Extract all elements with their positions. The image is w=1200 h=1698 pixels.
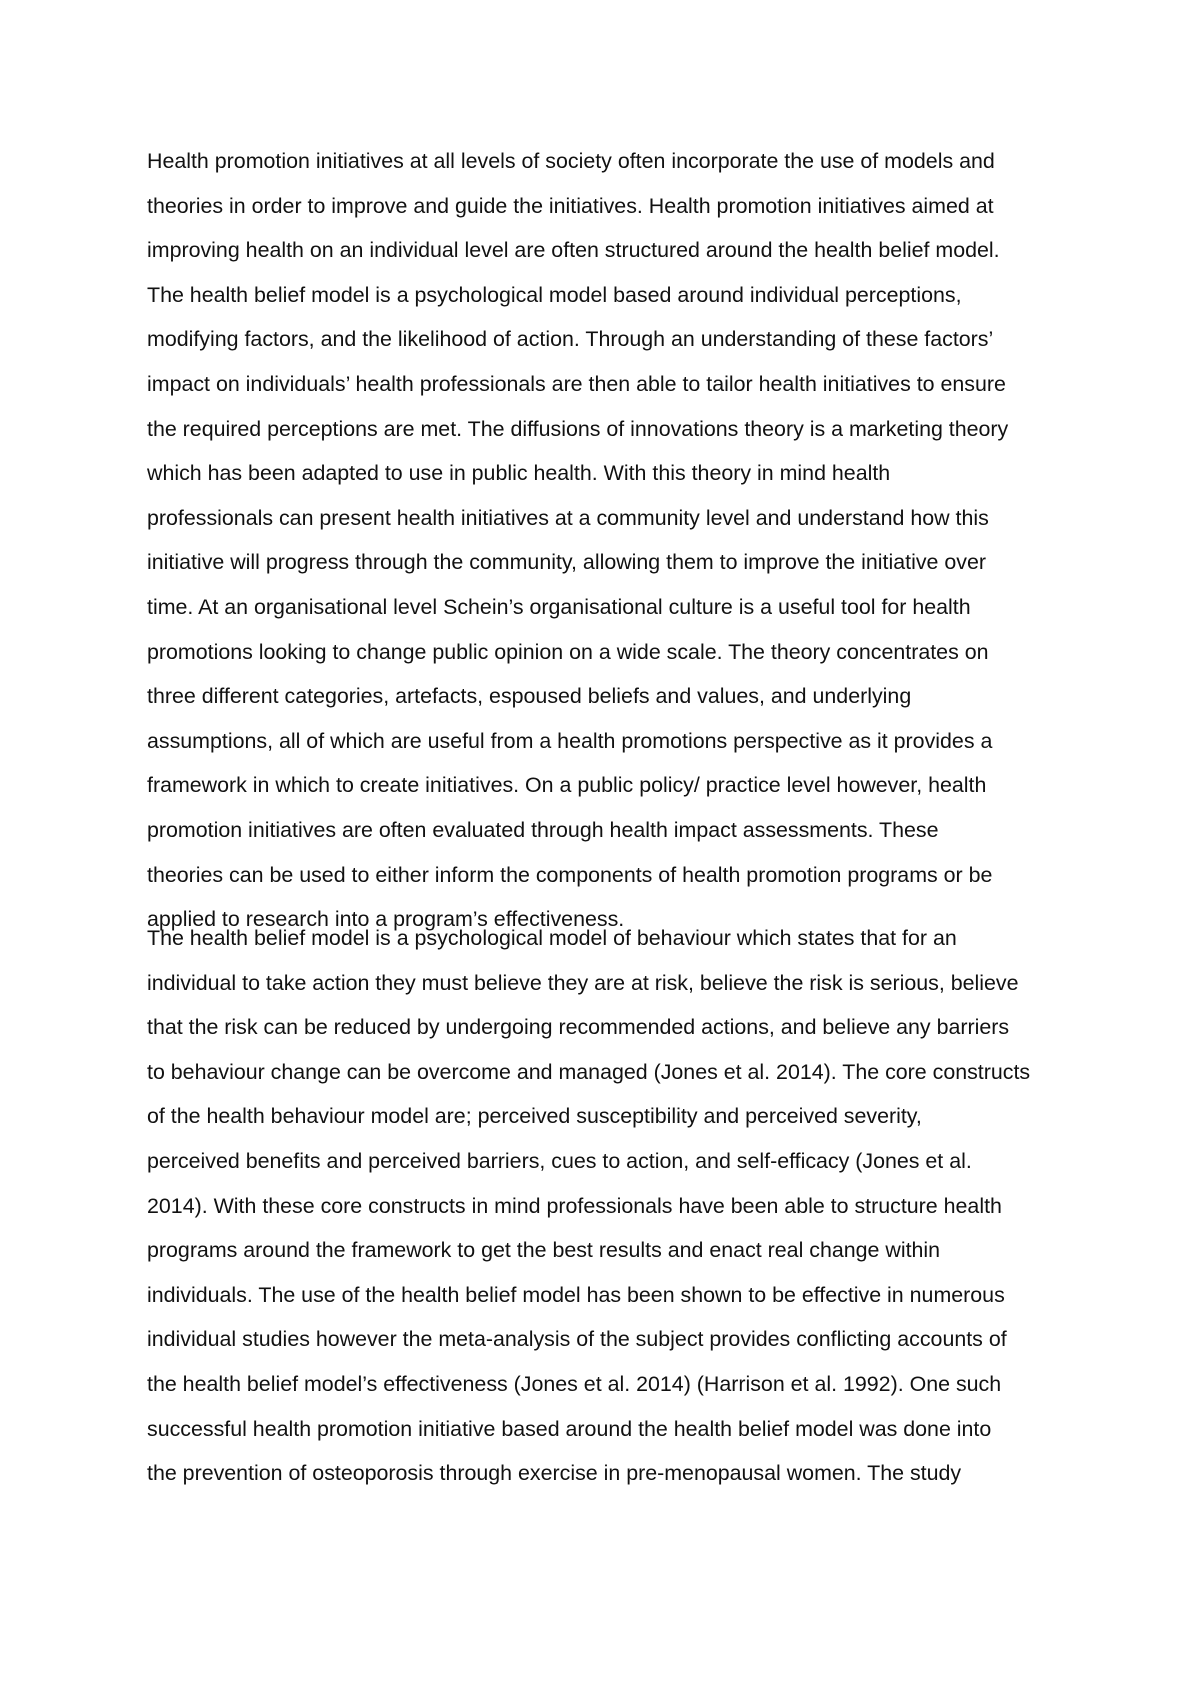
text-line: impact on individuals’ health professionals are then able to tailor health initiatives to ensure xyxy=(147,371,1006,396)
text-line: individuals. The use of the health belief model has been shown to be effective in numerous xyxy=(147,1282,1005,1307)
text-line: framework in which to create initiatives. On a public policy/ practice level however, health xyxy=(147,773,987,798)
text-line: applied to research into a program’s effectiveness. xyxy=(147,907,625,932)
text-line: Health promotion initiatives at all levels of society often incorporate the use of models and xyxy=(147,149,995,173)
text-line: to behaviour change can be overcome and managed (Jones et al. 2014). The core constructs xyxy=(147,1059,1031,1084)
text-line: that the risk can be reduced by undergoing recommended actions, and believe any barriers xyxy=(147,1015,1010,1040)
text-line: individual to take action they must believe they are at risk, believe the risk is serious, believe xyxy=(147,970,1019,995)
text-line: three different categories, artefacts, espoused beliefs and values, and underlying xyxy=(147,684,912,709)
text-line: professionals can present health initiatives at a community level and understand how this xyxy=(147,505,989,530)
text-line: theories can be used to either inform the components of health promotion programs or be xyxy=(147,862,993,887)
text-line: theories in order to improve and guide the initiatives. Health promotion initiatives aimed at xyxy=(147,193,994,218)
text-line: improving health on an individual level are often structured around the health belief model. xyxy=(147,238,1000,263)
text-line: perceived benefits and perceived barriers, cues to action, and self-efficacy (Jones et al. xyxy=(147,1148,972,1173)
text-line: The health belief model is a psychological model of behaviour which states that for an xyxy=(147,926,957,950)
paragraph xyxy=(147,923,1067,1503)
text-line: initiative will progress through the community, allowing them to improve the initiative over xyxy=(147,550,986,575)
text-line: which has been adapted to use in public health. With this theory in mind health xyxy=(147,461,891,486)
text-line: individual studies however the meta-analysis of the subject provides conflicting accounts of xyxy=(147,1327,1007,1352)
text-line: of the health behaviour model are; perceived susceptibility and perceived severity, xyxy=(147,1104,922,1129)
text-line: assumptions, all of which are useful from a health promotions perspective as it provides a xyxy=(147,728,993,753)
text-line: successful health promotion initiative based around the health belief model was done into xyxy=(147,1416,992,1441)
text-line: modifying factors, and the likelihood of action. Through an understanding of these factors’ xyxy=(147,327,994,352)
text-line: time. At an organisational level Schein’s organisational culture is a useful tool for health xyxy=(147,594,971,619)
text-line: The health belief model is a psychological model based around individual perceptions, xyxy=(147,282,962,307)
paragraph xyxy=(147,146,1067,949)
text-line: the prevention of osteoporosis through exercise in pre-menopausal women. The study xyxy=(147,1461,962,1486)
text-line: 2014). With these core constructs in mind professionals have been able to structure health xyxy=(147,1193,1002,1218)
text-line: programs around the framework to get the best results and enact real change within xyxy=(147,1238,941,1263)
text-line: the required perceptions are met. The diffusions of innovations theory is a marketing theory xyxy=(147,416,1009,441)
text-line: promotions looking to change public opinion on a wide scale. The theory concentrates on xyxy=(147,639,989,664)
text-line: the health belief model’s effectiveness (Jones et al. 2014) (Harrison et al. 1992). One such xyxy=(147,1371,1002,1396)
text-line: promotion initiatives are often evaluated through health impact assessments. These xyxy=(147,817,939,842)
